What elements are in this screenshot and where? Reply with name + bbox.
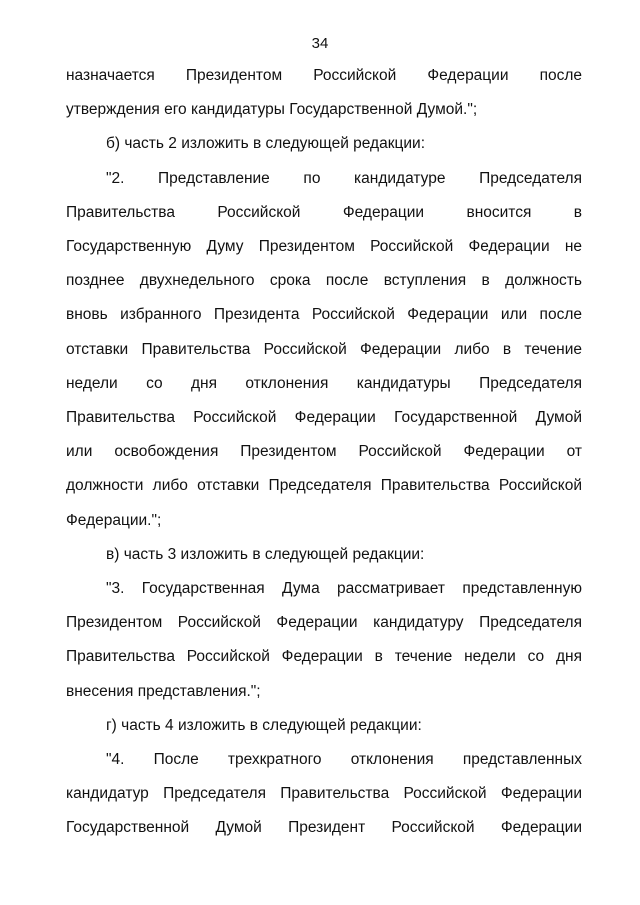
text-line: утверждения его кандидатуры Государственной Думой."; [66,101,478,118]
page-number: 34 [311,35,329,52]
text-line: назначается Президентом Российской Федерации после [66,67,582,84]
text-line: отставки Правительства Российской Федерации либо в течение [66,341,582,358]
text-line: кандидатур Председателя Правительства Российской Федерации [66,785,582,802]
text-line: внесения представления."; [66,683,261,700]
text-line: Правительства Российской Федерации Государственной Думой [66,409,582,426]
text-line: Правительства Российской Федерации в течение недели со дня [66,648,582,665]
text-line: Государственную Думу Президентом Российской Федерации не [66,238,582,255]
text-line: "2. Представление по кандидатуре Председателя [106,170,582,187]
text-line: Государственной Думой Президент Российской Федерации [66,819,582,836]
text-line: позднее двухнедельного срока после вступления в должность [66,272,582,289]
text-line: "4. После трехкратного отклонения представленных [106,751,582,768]
text-line: б) часть 2 изложить в следующей редакции: [106,135,426,152]
text-line: Федерации."; [66,512,162,529]
text-line: в) часть 3 изложить в следующей редакции: [106,546,425,563]
text-line: г) часть 4 изложить в следующей редакции: [106,717,422,734]
text-line: или освобождения Президентом Российской Федерации от [66,443,582,460]
text-line: вновь избранного Президента Российской Федерации или после [66,306,582,323]
text-line: должности либо отставки Председателя Правительства Российской [66,477,582,494]
text-line: Правительства Российской Федерации вносится в [66,204,582,221]
text-line: "3. Государственная Дума рассматривает представленную [106,580,582,597]
text-line: Президентом Российской Федерации кандидатуру Председателя [66,614,582,631]
text-line: недели со дня отклонения кандидатуры Председателя [66,375,582,392]
